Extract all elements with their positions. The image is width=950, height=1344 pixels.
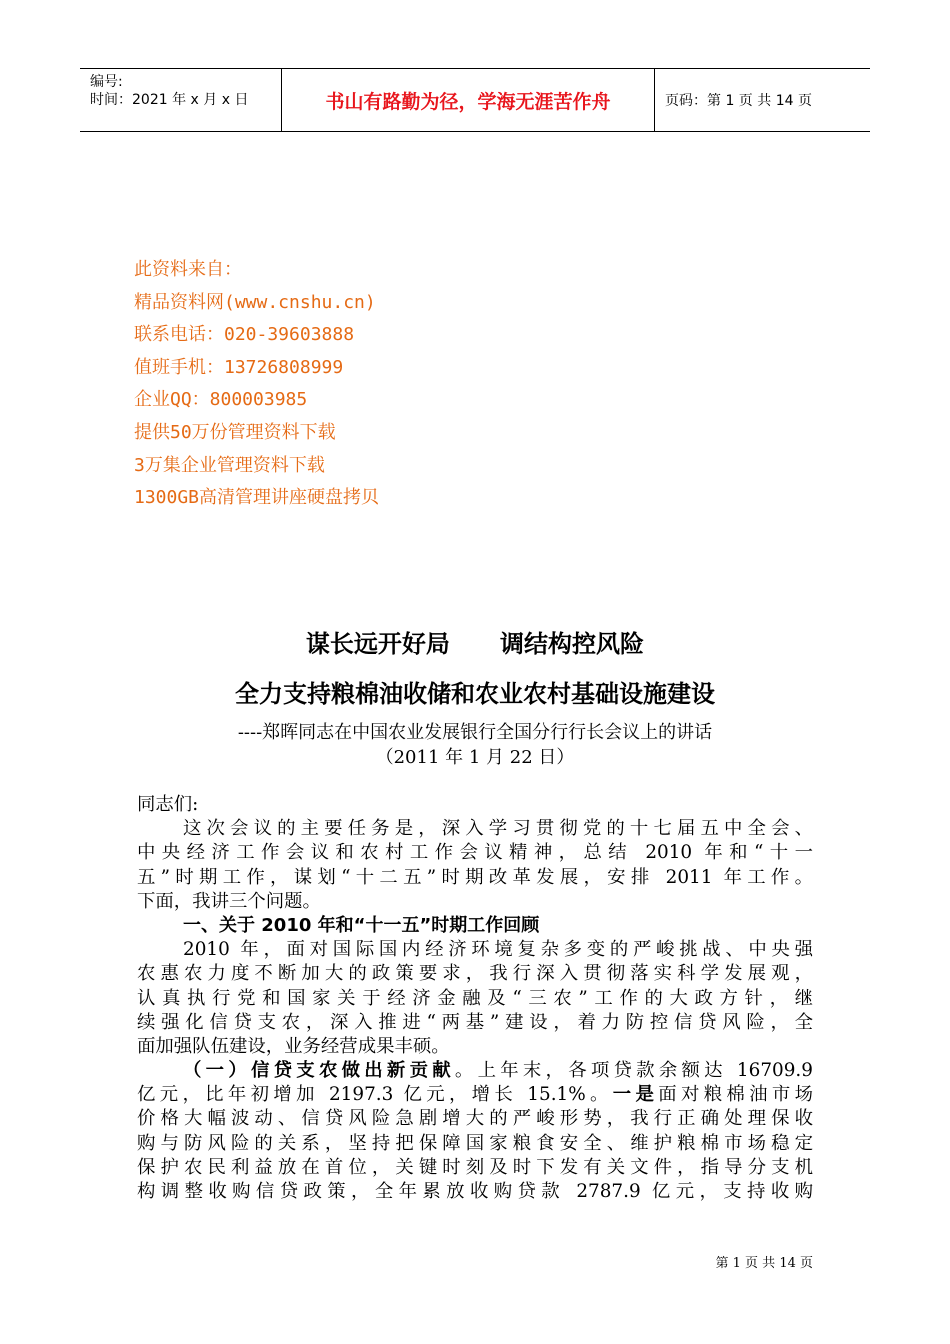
source-line: 联系电话：020-39603888 (134, 324, 355, 346)
document-subtitle: ----郑晖同志在中国农业发展银行全国分行行长会议上的讲话 (237, 722, 713, 743)
source-line: 提供50万份管理资料下载 (134, 421, 336, 443)
point-marker: 一是 (612, 1084, 659, 1106)
paragraph-text: 。上年末，各项贷款余额达 16709.9 (454, 1060, 813, 1082)
document-header (80, 68, 870, 132)
section-heading: 一、关于 2010 年和“十一五”时期工作回顾 (183, 914, 540, 936)
paragraph-line (137, 1083, 813, 1107)
paragraph-line: 下面，我讲三个问题。 (137, 890, 321, 912)
source-line: 值班手机：13726808999 (134, 356, 344, 378)
document-title-line1: 谋长远开好局 调结构控风险 (305, 630, 645, 658)
paragraph-line: 价格大幅波动、信贷风险急剧增大的严峻形势，我行正确处理保收 (137, 1108, 813, 1130)
paragraph-text: 亿元，比年初增加 2197.3 亿元，增长 15.1%。 (137, 1084, 613, 1106)
paragraph-line (137, 1059, 813, 1083)
header-motto-cell (282, 69, 655, 131)
page-footer: 第 1 页 共 14 页 (715, 1256, 813, 1271)
document-date: （2011 年 1 月 22 日） (375, 747, 575, 768)
paragraph-line: 面加强队伍建设，业务经营成果丰硕。 (137, 1035, 450, 1057)
paragraph-line: 购与防风险的关系，坚持把保障国家粮食安全、维护粮棉市场稳定 (137, 1132, 813, 1154)
paragraph-line: 认真执行党和国家关于经济金融及“三农”工作的大政方针，继 (137, 987, 813, 1009)
header-page-cell (655, 69, 870, 131)
paragraph-line: 中央经济工作会议和农村工作会议精神，总结 2010 年和“十一 (137, 842, 813, 864)
paragraph-text: 面对粮棉油市场 (658, 1084, 813, 1106)
paragraph-line: 2010 年，面对国际国内经济环境复杂多变的严峻挑战、中央强 (183, 939, 813, 961)
source-line: 精品资料网(www.cnshu.cn) (134, 291, 376, 313)
source-line: 1300GB高清管理讲座硬盘拷贝 (134, 487, 380, 509)
paragraph-line: 农惠农力度不断加大的政策要求，我行深入贯彻落实科学发展观， (137, 963, 813, 985)
greeting: 同志们: (137, 794, 199, 815)
source-line: 3万集企业管理资料下载 (134, 454, 325, 476)
paragraph-line: 构调整收购信贷政策，全年累放收购贷款 2787.9 亿元，支持收购 (137, 1181, 813, 1202)
source-line: 企业QQ：800003985 (134, 389, 308, 411)
source-line: 此资料来自： (134, 259, 242, 280)
source-info-block (134, 254, 379, 515)
subsection-lead: （一）信贷支农做出新贡献 (183, 1060, 455, 1082)
document-title-line2: 全力支持粮棉油收储和农业农村基础设施建设 (235, 680, 715, 708)
time-label: 时间：2021 年 x 月 x 日 (90, 92, 249, 108)
header-page-info: 页码：第 1 页 共 14 页 (665, 93, 812, 109)
number-label: 编号: (90, 74, 123, 90)
paragraph-line: 五”时期工作，谋划“十二五”时期改革发展，安排 2011 年工作。 (137, 866, 813, 888)
paragraph-line: 保护农民利益放在首位，关键时刻及时下发有关文件，指导分支机 (137, 1156, 813, 1178)
paragraph-line: 续强化信贷支农，深入推进“两基”建设，着力防控信贷风险，全 (137, 1011, 813, 1033)
motto: 书山有路勤为径，学海无涯苦作舟 (325, 91, 611, 113)
document-body (137, 793, 813, 1204)
header-meta-cell (80, 69, 282, 131)
paragraph-line: 这次会议的主要任务是，深入学习贯彻党的十七届五中全会、 (183, 818, 813, 840)
